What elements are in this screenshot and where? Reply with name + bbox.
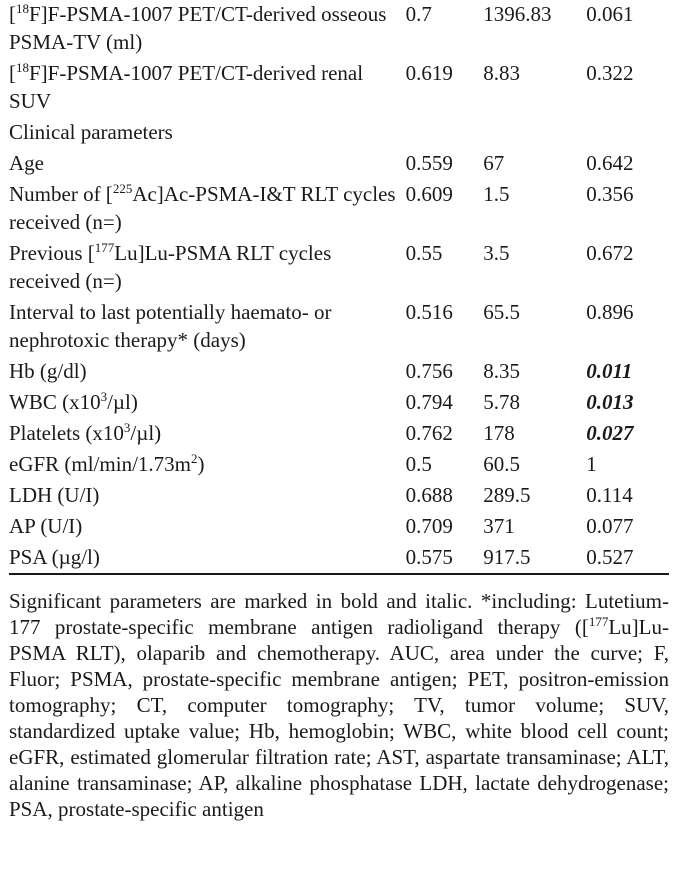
- table-row: [9, 180, 669, 239]
- auc-cell: 0.609: [405, 182, 453, 206]
- auc-cell: 0.756: [405, 359, 453, 383]
- parameter-label: LDH (U/I): [9, 483, 100, 507]
- p-value-cell: 0.672: [586, 241, 634, 265]
- cutoff-cell: 3.5: [483, 241, 510, 265]
- cutoff-cell: 917.5: [483, 543, 586, 574]
- p-value-cell: 0.527: [586, 543, 669, 574]
- auc-cell: 0.619: [405, 61, 453, 85]
- footnote-text-start: Significant parameters are marked in bold and italic. *including: Lutetium-177 prostate-specific membrane antigen radioligand therapy ([: [9, 589, 669, 639]
- parameter-label: [: [9, 2, 16, 26]
- cutoff-cell: 1396.83: [483, 2, 552, 26]
- results-table: [9, 0, 669, 575]
- parameter-cell: [9, 239, 406, 298]
- parameter-cell: [9, 0, 406, 59]
- p-value-cell: 0.013: [586, 390, 634, 414]
- auc-cell: 0.5: [405, 452, 432, 476]
- table-row: [9, 59, 669, 118]
- table-row: [9, 450, 669, 481]
- parameter-cell: [9, 357, 406, 388]
- table-row: [9, 149, 669, 180]
- parameter-label-rest: /µl): [107, 390, 138, 414]
- table-row: [9, 512, 669, 543]
- p-value-cell: 1: [586, 452, 597, 476]
- auc-cell: 0.794: [405, 390, 453, 414]
- parameter-label-rest: ): [197, 452, 205, 476]
- cutoff-cell: 289.5: [483, 483, 531, 507]
- parameter-label: WBC (x10: [9, 390, 101, 414]
- table-row: [9, 388, 669, 419]
- parameter-cell: [9, 59, 406, 118]
- parameter-cell: [9, 481, 406, 512]
- parameter-cell: [9, 149, 406, 180]
- p-value-cell: 0.322: [586, 61, 634, 85]
- parameter-label-rest: /µl): [130, 421, 162, 445]
- auc-cell: 0.688: [405, 483, 453, 507]
- parameter-label: Hb (g/dl): [9, 359, 87, 383]
- table-row: [9, 419, 669, 450]
- p-value-cell: 0.356: [586, 182, 634, 206]
- parameter-superscript: 2: [191, 451, 198, 466]
- cutoff-cell: 178: [483, 421, 515, 445]
- cutoff-cell: 65.5: [483, 300, 521, 324]
- cutoff-cell: 8.83: [483, 61, 521, 85]
- footnote-isotope-superscript: 177: [588, 614, 609, 629]
- parameter-label: PSA (µg/l): [9, 545, 100, 569]
- parameter-superscript: 225: [112, 181, 133, 196]
- auc-cell: 0.559: [405, 151, 453, 175]
- table-row: [9, 543, 669, 574]
- cutoff-cell: 60.5: [483, 452, 521, 476]
- p-value-cell: 0.061: [586, 2, 634, 26]
- auc-cell: 0.516: [405, 300, 453, 324]
- parameter-label: Age: [9, 151, 44, 175]
- parameter-label-rest: Lu]Lu-PSMA RLT cycles received (n=): [9, 241, 332, 293]
- footnote-text-end: Lu]Lu-PSMA RLT), olaparib and chemotherapy. AUC, area under the curve; F, Fluor; PSMA, prostate-specific membrane antigen; PET, positron-emission tomography; CT, computer tomography; TV, tumor volume; SUV, standardized uptake value; Hb, hemoglobin; WBC, white blood cell count; eGFR, estimated glomerular filtration rate; AST, aspartate transaminase; ALT, alanine transaminase; AP, alkaline phosphatase LDH, lactate dehydrogenase; PSA, prostate-specific antigen: [9, 615, 669, 821]
- parameter-superscript: 18: [16, 60, 29, 75]
- parameter-label-rest: F]F-PSMA-1007 PET/CT-derived renal SUV: [9, 61, 364, 113]
- table-row: [9, 298, 669, 357]
- auc-cell: 0.575: [406, 543, 484, 574]
- p-value-cell: 0.642: [586, 151, 634, 175]
- p-value-cell: 0.896: [586, 300, 634, 324]
- p-value-cell: 0.011: [586, 359, 633, 383]
- parameter-label: Clinical parameters: [9, 120, 173, 144]
- auc-cell: 0.55: [405, 241, 443, 265]
- parameter-cell: [9, 388, 406, 419]
- parameter-label: eGFR (ml/min/1.73m: [9, 452, 192, 476]
- parameter-superscript: 18: [16, 1, 29, 16]
- parameter-superscript: 177: [94, 240, 115, 255]
- p-value-cell: 0.114: [586, 483, 633, 507]
- parameter-label: AP (U/I): [9, 514, 83, 538]
- table-row: [9, 0, 669, 59]
- table-row: [9, 118, 669, 149]
- parameter-cell: [9, 298, 406, 357]
- parameter-cell: [9, 512, 406, 543]
- parameter-cell: [9, 419, 406, 450]
- parameter-label-rest: F]F-PSMA-1007 PET/CT-derived osseous PSMA-TV (ml): [9, 2, 387, 54]
- cutoff-cell: 8.35: [483, 359, 521, 383]
- parameter-cell: [9, 118, 406, 149]
- parameter-cell: [9, 180, 406, 239]
- p-value-cell: [586, 118, 669, 149]
- parameter-label: Platelets (x10: [9, 421, 124, 445]
- parameter-cell: [9, 450, 406, 481]
- parameter-label: [: [9, 61, 16, 85]
- parameter-superscript: 3: [123, 420, 131, 435]
- cutoff-cell: 1.5: [483, 182, 510, 206]
- parameter-label: Interval to last potentially haemato- or nephrotoxic therapy* (days): [9, 300, 332, 352]
- parameter-label: Number of [: [9, 182, 113, 206]
- table-body: [9, 0, 669, 574]
- p-value-cell: 0.027: [586, 421, 634, 445]
- table-footnote: [9, 588, 669, 822]
- parameter-superscript: 3: [100, 389, 108, 404]
- auc-cell: [406, 118, 484, 149]
- auc-cell: 0.7: [405, 2, 432, 26]
- cutoff-cell: 371: [483, 514, 515, 538]
- auc-cell: 0.762: [405, 421, 453, 445]
- auc-cell: 0.709: [405, 514, 453, 538]
- cutoff-cell: [483, 118, 586, 149]
- cutoff-cell: 67: [483, 151, 505, 175]
- table-row: [9, 357, 669, 388]
- parameter-cell: [9, 543, 406, 574]
- p-value-cell: 0.077: [586, 514, 634, 538]
- parameter-label-rest: Ac]Ac-PSMA-I&T RLT cycles received (n=): [9, 182, 396, 234]
- table-row: [9, 239, 669, 298]
- table-row: [9, 481, 669, 512]
- parameter-label: Previous [: [9, 241, 95, 265]
- cutoff-cell: 5.78: [483, 390, 521, 414]
